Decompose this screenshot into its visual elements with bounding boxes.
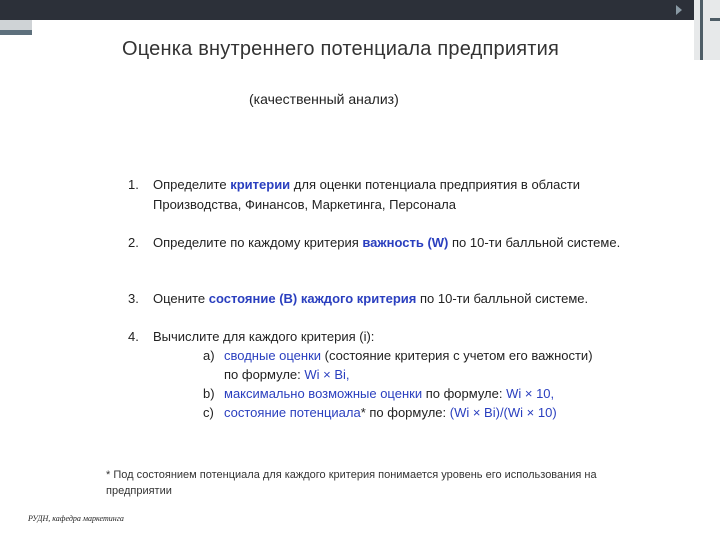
subitem-formula: Wi × 10, [506, 386, 555, 401]
step-text-part: Определите [153, 177, 231, 192]
step-text-part: по 10-ти балльной системе. [448, 235, 621, 250]
step-number: 2. [128, 235, 139, 250]
right-frame-tick [710, 18, 720, 21]
step-text-part: по 10-ти балльной системе. [416, 291, 589, 306]
step-text [153, 175, 633, 215]
subitem-text [224, 403, 557, 423]
subitem-text-part: по формуле: [224, 367, 305, 382]
right-frame-line [700, 0, 703, 60]
subitem-text [224, 384, 554, 404]
step-number: 3. [128, 291, 139, 306]
subitem-formula: Wi × Bi, [304, 367, 350, 382]
subitem-highlight: максимально возможные оценки [224, 386, 423, 401]
step-number: 4. [128, 329, 139, 344]
subitem-letter: c) [203, 405, 214, 420]
left-accent-stripe [0, 20, 32, 30]
step-highlight: важность (W) [362, 235, 449, 250]
step-number: 1. [128, 177, 139, 192]
step-text-part: для оценки потенциала предприятия в области Производства, Финансов, Маркетинга, Персонала [153, 177, 581, 212]
subitem-text [224, 365, 350, 385]
step-text-part: Определите по каждому критерия [153, 235, 363, 250]
triangle-marker-icon [676, 5, 682, 15]
step-text-part: Оцените [153, 291, 209, 306]
subitem-formula: (Wi × Bi)/(Wi × 10) [449, 405, 557, 420]
slide-credit: РУДН, кафедра маркетинга [28, 514, 124, 523]
subitem-highlight: состояние потенциала [224, 405, 361, 420]
top-frame-bar [0, 0, 720, 20]
step-text: Вычислите для каждого критерия (i): [153, 329, 375, 344]
subitem-text-part: (состояние критерия с учетом его важности) [321, 348, 593, 363]
slide-title: Оценка внутреннего потенциала предприятия [122, 38, 559, 60]
subitem-highlight: сводные оценки [224, 348, 322, 363]
slide-subtitle: (качественный анализ) [249, 91, 399, 107]
subitem-text-part: по формуле: [422, 386, 507, 401]
subitem-text-part: * по формуле: [360, 405, 450, 420]
step-highlight: критерии [230, 177, 291, 192]
step-text [153, 233, 633, 253]
step-text [153, 289, 633, 309]
footnote: * Под состоянием потенциала для каждого критерия понимается уровень его использования на предприятии [106, 469, 597, 497]
left-dark-stripe [0, 30, 32, 35]
subitem-letter: a) [203, 348, 215, 363]
right-frame-block [694, 0, 720, 60]
subitem-letter: b) [203, 386, 215, 401]
step-highlight: состояние (В) каждого критерия [208, 291, 417, 306]
subitem-text [224, 346, 593, 366]
